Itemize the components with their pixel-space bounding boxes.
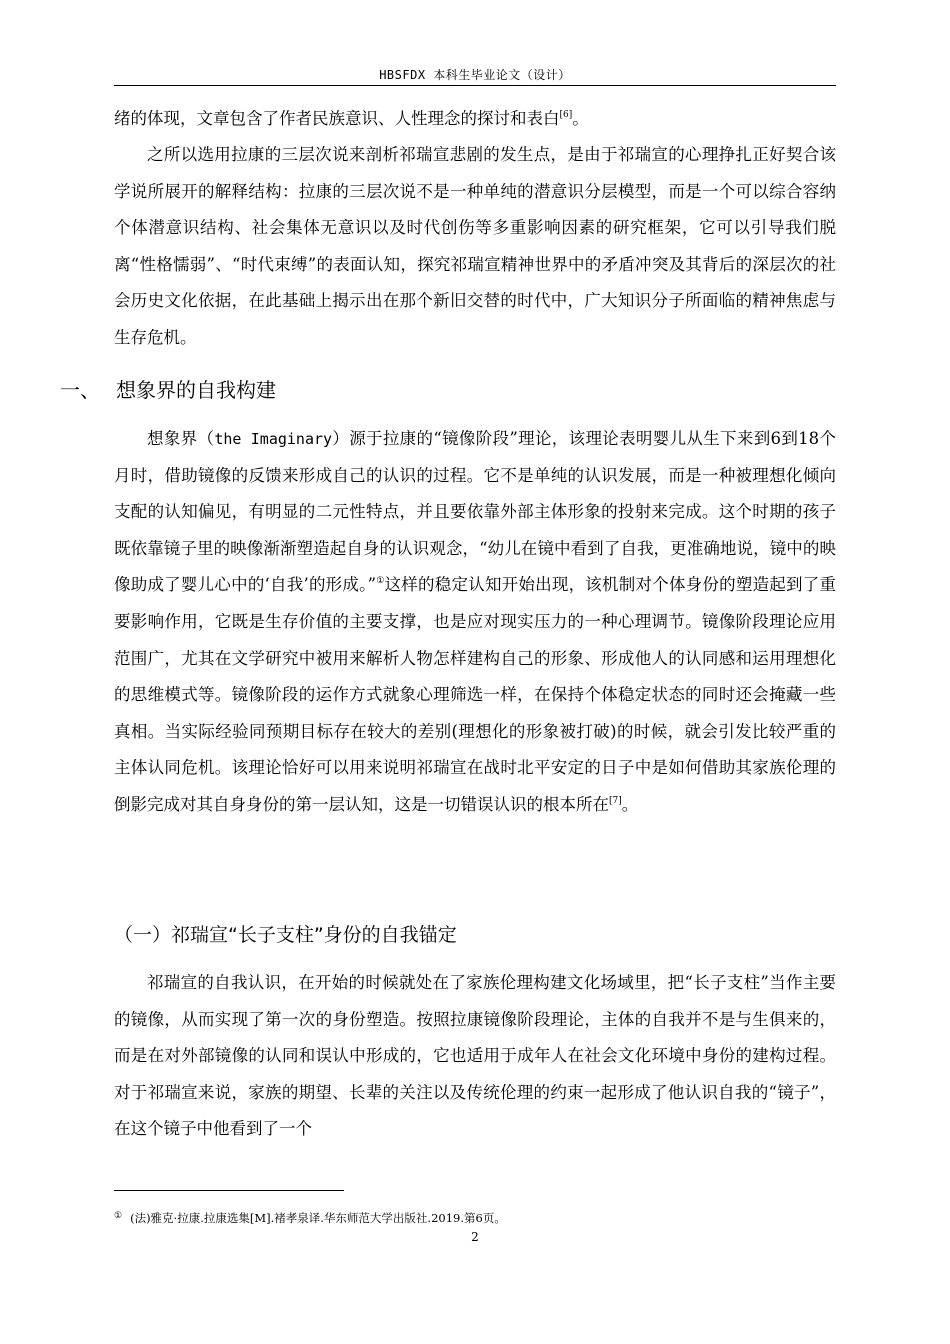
english-term: the Imaginary (214, 430, 333, 448)
footnote-mark: ① (114, 1211, 123, 1221)
paragraph-rest: 这样的稳定认知开始出现，该机制对个体身份的塑造起到了重要影响作用，它既是生存价值的主要支撑，也是应对现实压力的一种心理调节。镜像阶段理论应用范围广，尤其在文学研究中被用来解析人物怎样建构自己的形象、形成他人的认同感和运用理想化的思维模式等。镜像阶段的运作方式就象心理筛选一样，在保持个体稳定状态的同时还会掩藏一些真相。当实际经验同预期目标存在较大的差别(理想化的形象被打破)的时候，就会引发比较严重的主体认同危机。该理论恰好可以用来说明祁瑞宣在战时北平安定的日子中是如何借助其家族伦理的倒影完成对其自身身份的第一层认知，这是一切错误认识的根本所在 (114, 575, 836, 814)
paragraph-continuation (114, 101, 836, 138)
subsection-heading: （一）祁瑞宣“长子支柱”身份的自我锚定 (114, 924, 457, 946)
citation-ref[interactable]: [6] (559, 110, 573, 120)
paragraph-imaginary (114, 421, 836, 824)
paragraph-lead: 想象界（ (147, 429, 215, 448)
section-title: 想象界的自我构建 (116, 378, 276, 402)
paragraph-end: 。 (572, 109, 589, 128)
section-heading (60, 372, 836, 408)
paragraph-body: ）源于拉康的“镜像阶段”理论，该理论表明婴儿从生下来到6到18个月时，借助镜像的反馈来形成自己的认识的过程。它不是单纯的认识发展，而是一种被理想化倾向支配的认知偏见，有明显的二元性特点，并且要依靠外部主体形象的投射来完成。这个时期的孩子既依靠镜子里的映像渐渐塑造起自身的认识观念，“幼儿在镜中看到了自我，更准确地说，镜中的映像助成了婴儿心中的‘自我’的形成。” (114, 429, 837, 595)
paragraph-rationale: 之所以选用拉康的三层次说来剖析祁瑞宣悲剧的发生点，是由于祁瑞宣的心理挣扎正好契合该学说所展开的解释结构：拉康的三层次说不是一种单纯的潜意识分层模型，而是一个可以综合容纳个体潜意识结构、社会集体无意识以及时代创伤等多重影响因素的研究框架，它可以引导我们脱离“性格懦弱”、“时代束缚”的表面认知，探究祁瑞宣精神世界中的矛盾冲突及其背后的深层次的社会历史文化依据，在此基础上揭示出在那个新旧交替的时代中，广大知识分子所面临的精神焦虑与生存危机。 (114, 145, 836, 347)
footnote-rule (114, 1190, 344, 1191)
paragraph-text: 绪的体现，文章包含了作者民族意识、人性理念的探讨和表白 (114, 109, 560, 128)
footnote (114, 1208, 836, 1226)
footnote-text: (法)雅克·拉康.拉康选集[M].褚孝泉译.华东师范大学出版社.2019.第6页。 (130, 1211, 506, 1225)
page-number: 2 (471, 1230, 479, 1244)
section-number: 一、 (60, 378, 100, 402)
running-header: HBSFDX 本科生毕业论文（设计） (379, 68, 571, 82)
paragraph-self-anchoring: 祁瑞宣的自我认识，在开始的时候就处在了家族伦理构建文化场域里，把“长子支柱”当作主要的镜像，从而实现了第一次的身份塑造。按照拉康镜像阶段理论，主体的自我并不是与生俱来的，而是在对外部镜像的认同和误认中形成的，它也适用于成年人在社会文化环境中身份的建构过程。对于祁瑞宣来说，家族的期望、长辈的关注以及传统伦理的约束一起形成了他认识自我的“镜子”，在这个镜子中他看到了一个 (114, 973, 836, 1139)
header-rule (114, 85, 836, 86)
paragraph-end: 。 (621, 794, 639, 814)
footnote-ref[interactable]: ① (376, 576, 385, 587)
citation-ref[interactable]: [7] (609, 795, 622, 806)
